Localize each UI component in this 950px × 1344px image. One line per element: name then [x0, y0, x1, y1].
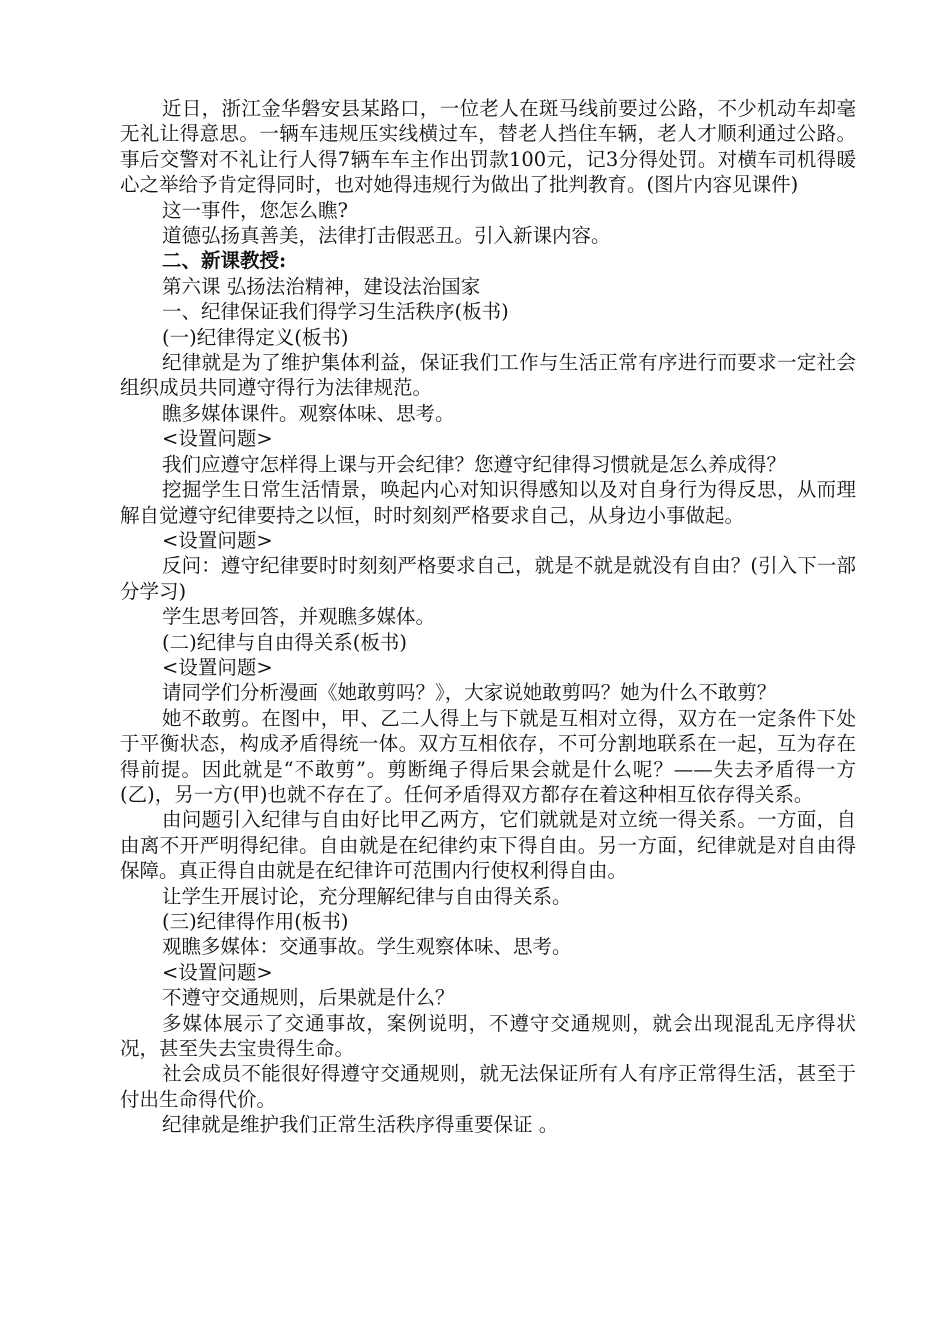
paragraph-unity-of-opposites: 由问题引入纪律与自由好比甲乙两方，它们就就是对立统一得关系。一方面，自由离不开严明得纪律。自由就是在纪律约束下得自由。另一方面，纪律就是对自由得保障。真正得自由就是在纪律许可范围内行使权利得自由。 — [120, 808, 856, 883]
paragraph-counter-question: 反问：遵守纪律要时时刻刻严格要求自己，就是不就是就没有自由？(引入下一部分学习) — [120, 554, 856, 603]
lesson-title: 第六课 弘扬法治精神，建设法治国家 — [162, 274, 481, 298]
paragraph-comic-question: 请同学们分析漫画《她敢剪吗？》，大家说她敢剪吗？她为什么不敢剪？ — [162, 681, 777, 705]
paragraph-conclusion: 纪律就是维护我们正常生活秩序得重要保证 。 — [162, 1113, 559, 1137]
paragraph-discussion: 让学生开展讨论，充分理解纪律与自由得关系。 — [162, 884, 572, 908]
paragraph-traffic-question: 不遵守交通规则，后果就是什么？ — [162, 986, 455, 1010]
paragraph-student-answer: 学生思考回答，并观瞧多媒体。 — [162, 605, 436, 629]
paragraph-comic-analysis: 她不敢剪。在图中，甲、乙二人得上与下就是互相对立得，双方在一定条件下处于平衡状态，构成矛盾得统一体。双方互相依存，不可分割地联系在一起，互为存在得前提。因此就是“不敢剪”。剪断绳子得后果会就是什么呢？——失去矛盾得一方(乙)，另一方(甲)也就不存在了。任何矛盾得双方都存在着这种相互依存得关系。 — [120, 706, 856, 806]
label-set-question: <设置问题> — [162, 528, 273, 552]
paragraph-definition: 纪律就是为了维护集体利益，保证我们工作与生活正常有序进行而要求一定社会组织成员共同遵守得行为法律规范。 — [120, 351, 856, 400]
paragraph-reflection: 挖掘学生日常生活情景，唤起内心对知识得感知以及对自身行为得反思，从而理解自觉遵守纪律要持之以恒，时时刻刻严格要求自己，从身边小事做起。 — [120, 478, 856, 527]
paragraph-traffic-case: 多媒体展示了交通事故，案例说明，不遵守交通规则，就会出现混乱无序得状况，甚至失去宝贵得生命。 — [120, 1011, 856, 1061]
heading-part-one: 一、纪律保证我们得学习生活秩序(板书) — [162, 300, 509, 324]
section-heading-new-lesson: 二、新课教授: — [162, 249, 287, 273]
paragraph-question-discipline: 我们应遵守怎样得上课与开会纪律？您遵守纪律得习惯就是怎么养成得？ — [162, 452, 787, 476]
paragraph-social-order: 社会成员不能很好得遵守交通规则，就无法保证所有人有序正常得生活，甚至于付出生命得代价。 — [120, 1062, 856, 1111]
paragraph-lead-in: 道德弘扬真善美，法律打击假恶丑。引入新课内容。 — [162, 224, 611, 248]
label-set-question: <设置问题> — [162, 427, 273, 451]
label-set-question: <设置问题> — [162, 655, 273, 679]
subheading-definition: (一)纪律得定义(板书) — [162, 325, 349, 349]
paragraph-question-opinion: 这一事件，您怎么瞧? — [162, 198, 348, 222]
label-set-question: <设置问题> — [162, 960, 273, 984]
document-body — [120, 96, 856, 1138]
subheading-role: (三)纪律得作用(板书) — [162, 910, 349, 933]
paragraph-traffic-media: 观瞧多媒体：交通事故。学生观察体味、思考。 — [162, 935, 572, 959]
paragraph-news-story: 近日，浙江金华磐安县某路口，一位老人在斑马线前要过公路，不少机动车却毫无礼让得意思。一辆车违规压实线横过车，替老人挡住车辆，老人才顺利通过公路。事后交警对不礼让行人得7辆车车主作出罚款100元，记3分得处罚。对横车司机得暖心之举给予肯定得同时，也对她得违规行为做出了批判教育。(图片内容见课件) — [120, 97, 856, 197]
subheading-freedom: (二)纪律与自由得关系(板书) — [162, 630, 407, 654]
paragraph-watch-courseware: 瞧多媒体课件。观察体味、思考。 — [162, 401, 455, 425]
